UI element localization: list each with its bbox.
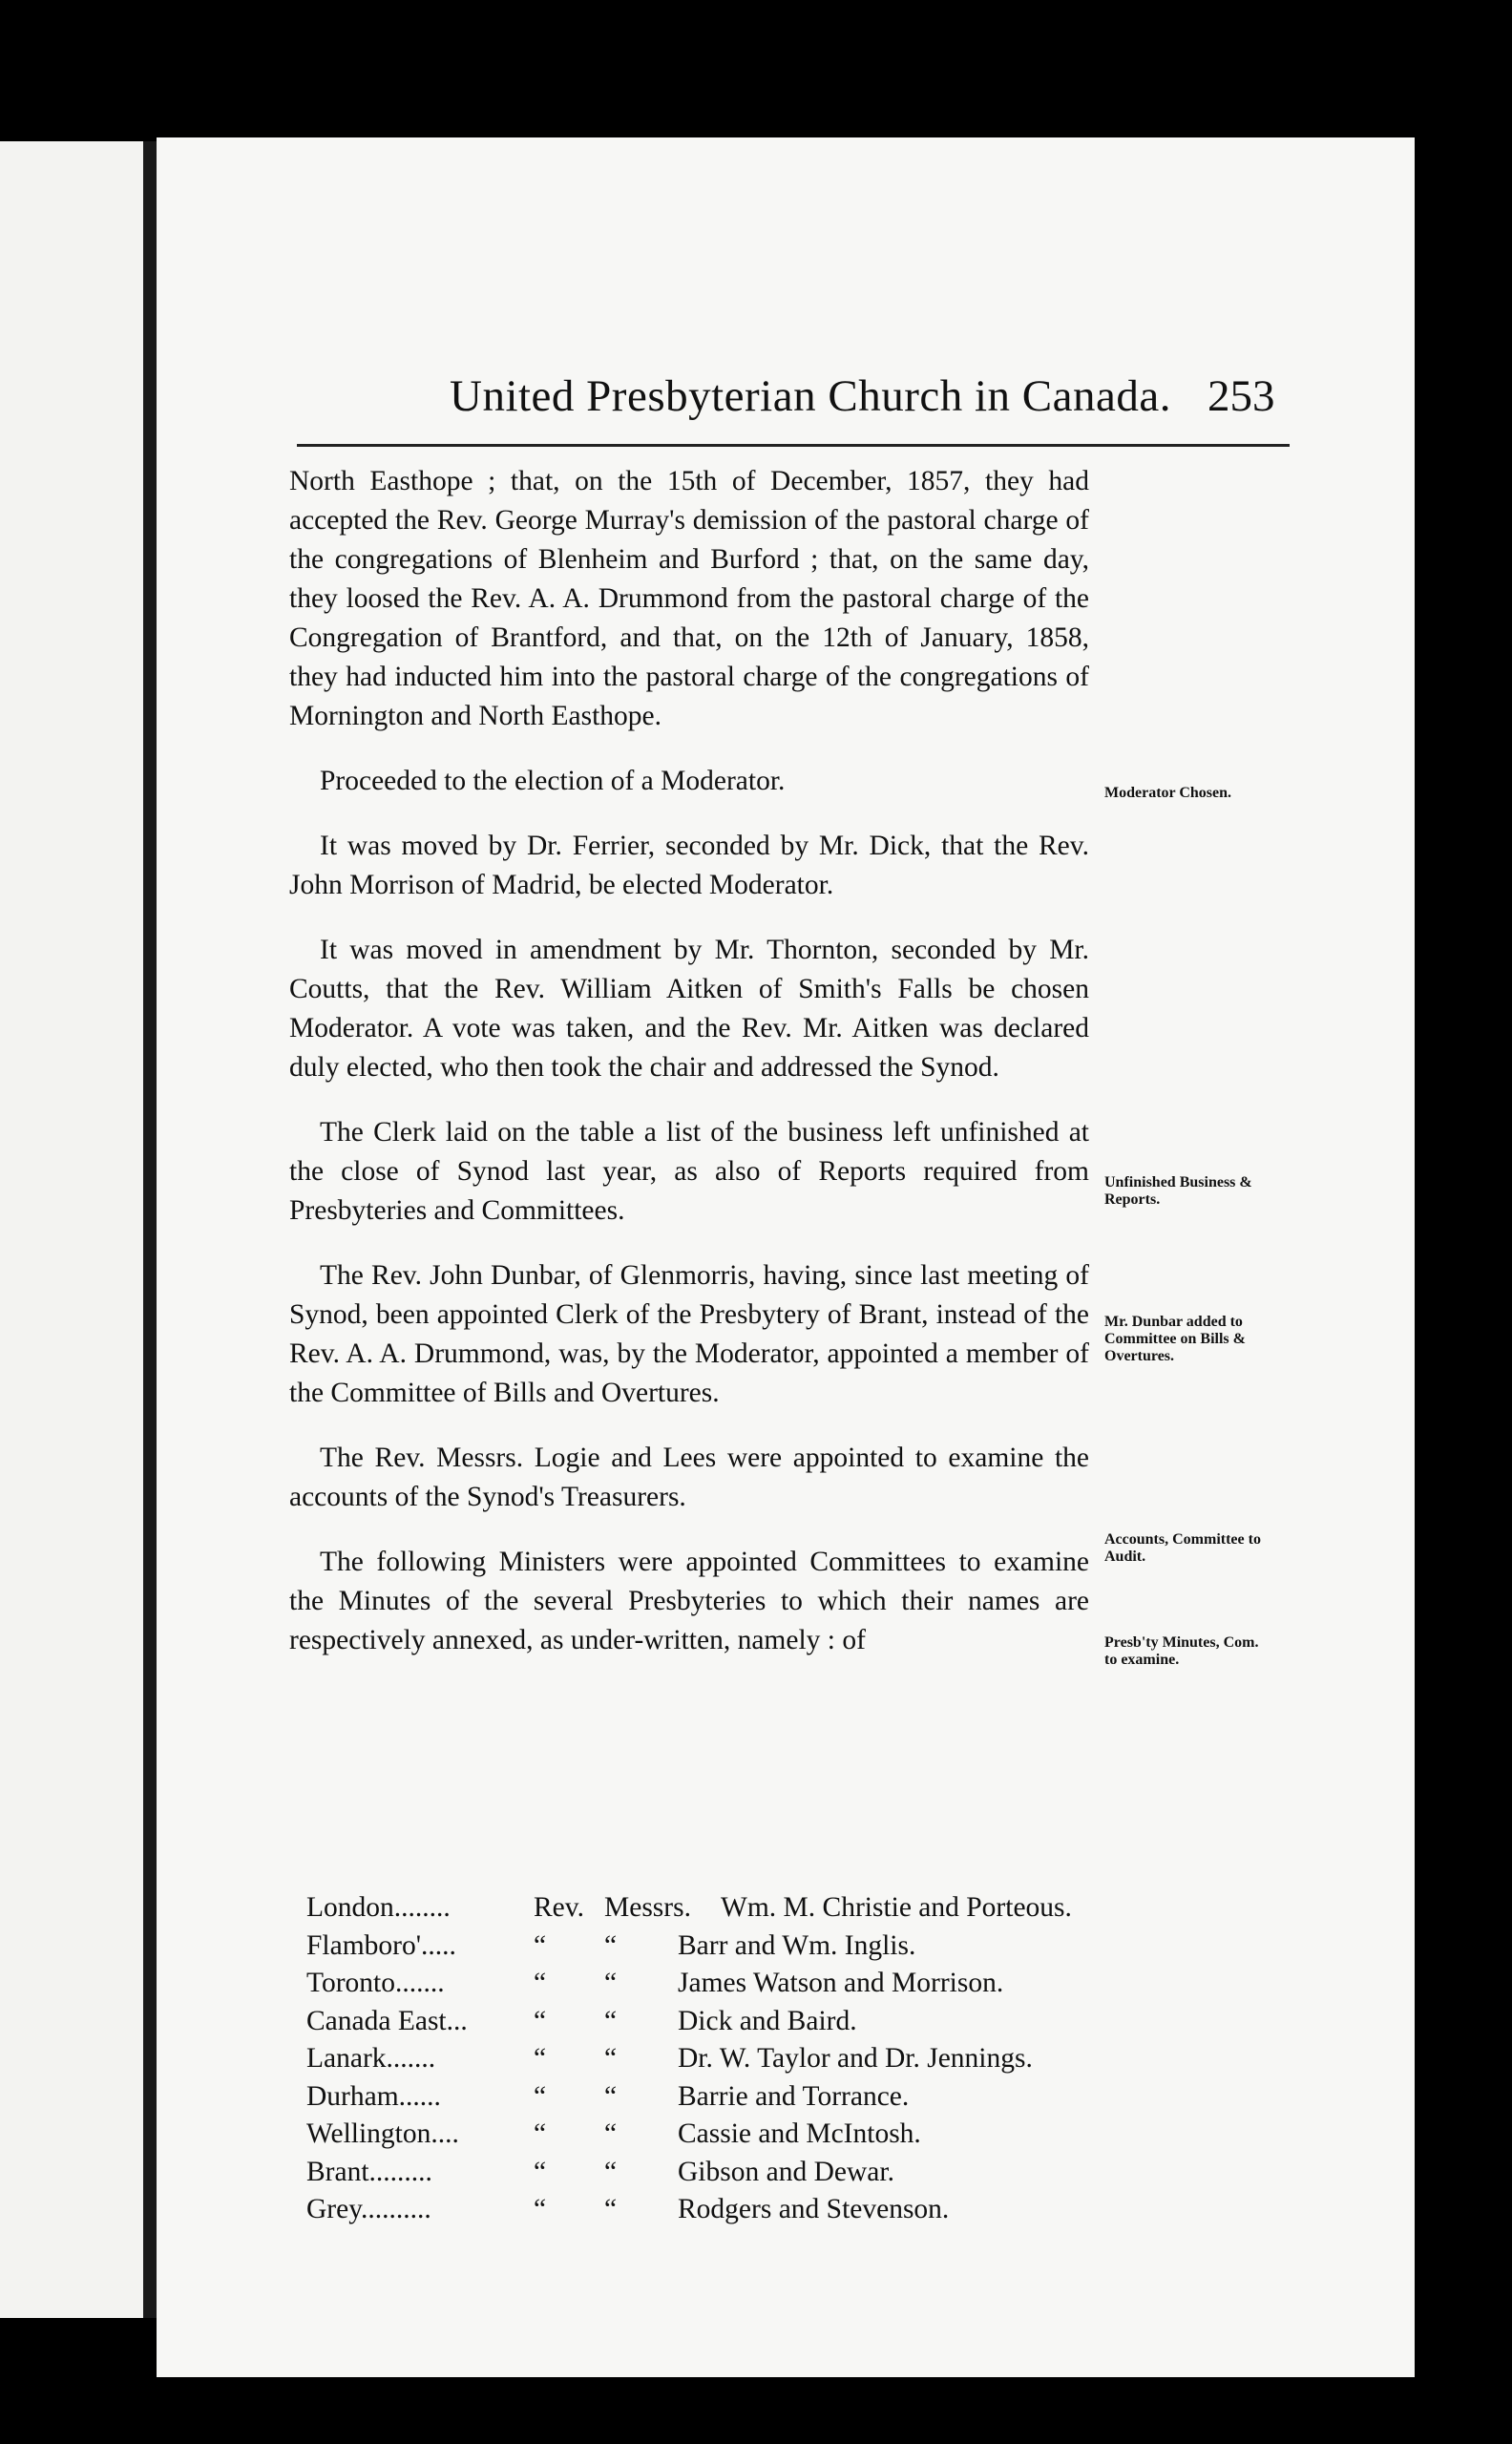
presbytery-name: Canada East... [306,2005,468,2036]
ditto-mark: “ [604,2194,618,2224]
margin-note: Moderator Chosen. [1104,785,1232,801]
margin-note: Presb'ty Minutes, Com. to examine. [1104,1634,1259,1668]
list-item [306,1892,1166,1930]
presbytery-name: Wellington.... [306,2118,459,2149]
ditto-mark: “ [604,1929,618,1961]
ditto-mark: “ [604,2005,618,2036]
paragraph: It was moved by Dr. Ferrier, seconded by Mr. Dick, that the Rev. John Morrison of Madrid, be elected Moderator. [289,831,1089,900]
paragraph: The Clerk laid on the table a list of the business left unfinished at the close of Synod last year, as also of Reports required from Presbyteries and Committees. [289,1117,1089,1226]
ditto-mark: “ [534,2118,547,2149]
list-item [306,2194,1166,2232]
presbytery-name: Grey.......... [306,2194,431,2224]
margin-note: Mr. Dunbar added to Committee on Bills & Overtures. [1104,1314,1246,1364]
list-item [306,2118,1166,2157]
presbytery-name: Flamboro'..... [306,1929,456,1961]
committee-list [306,1892,1166,2232]
ditto-mark: “ [534,1929,547,1961]
minister-names: James Watson and Morrison. [678,1968,1004,1998]
paragraph: North Easthope ; that, on the 15th of December, 1857, they had accepted the Rev. George Murray's demission of the pastoral charge of the congregations of Blenheim and Burford ; that, on the same day, they loosed the Rev. A. A. Drummond from the pastoral charge of the Congregation of Brantford, and that, on the 12th of January, 1858, they had inducted him into the pastoral charge of the congregations of Mornington and North Easthope. [289,466,1089,731]
ditto-mark: “ [534,2080,547,2112]
page-number: 253 [1208,371,1275,421]
ditto-mark: “ [604,2156,618,2187]
margin-note: Unfinished Business & Reports. [1104,1174,1252,1208]
presbytery-name: Brant......... [306,2156,432,2187]
minister-names: Dr. W. Taylor and Dr. Jennings. [678,2043,1033,2074]
ditto-mark: “ [534,1968,547,1998]
paragraph: It was moved in amendment by Mr. Thornton, seconded by Mr. Coutts, that the Rev. William Aitken of Smith's Falls be chosen Moderator. A vote was taken, and the Rev. Mr. Aitken was declared duly elected, who then took the chair and addressed the Synod. [289,935,1089,1083]
list-item [306,2006,1166,2044]
ditto-mark: “ [534,2156,547,2187]
ditto-mark: “ [534,2194,547,2224]
list-item [306,2043,1166,2081]
minister-names: Rodgers and Stevenson. [678,2194,950,2224]
list-item [306,2081,1166,2119]
list-item [306,2157,1166,2195]
facing-page-edge [0,141,155,2318]
presbytery-name: Durham...... [306,2080,441,2112]
list-item [306,1930,1166,1969]
page-title: United Presbyterian Church in Canada. [450,371,1171,421]
minister-names: Cassie and McIntosh. [678,2118,921,2149]
running-head [157,349,1415,426]
minister-names: Dick and Baird. [678,2005,857,2036]
book-gutter [143,141,157,2318]
presbytery-name: London........ [306,1892,451,1923]
minister-names: Wm. M. Christie and Porteous. [721,1892,1072,1923]
presbytery-name: Toronto....... [306,1968,445,1998]
title-column: Rev. [534,1892,584,1923]
list-item [306,1968,1166,2006]
ditto-mark: “ [604,2118,618,2149]
book-page [157,137,1415,2377]
header-rule [297,444,1290,447]
ditto-mark: “ [534,2043,547,2074]
ditto-mark: “ [604,2043,618,2074]
body-text [289,462,1089,1686]
paragraph: The Rev. John Dunbar, of Glenmorris, having, since last meeting of Synod, been appointed Clerk of the Presbytery of Brant, instead of the Rev. A. A. Drummond, was, by the Moderator, appointed a member of the Committee of Bills and Overtures. [289,1260,1089,1408]
paragraph: The following Ministers were appointed Committees to examine the Minutes of the several Presbyteries to which their names are respectively annexed, as under-written, namely : of [289,1547,1089,1655]
margin-note: Accounts, Committee to Audit. [1104,1531,1261,1565]
paragraph: Proceeded to the election of a Moderator. [320,766,786,796]
paragraph: The Rev. Messrs. Logie and Lees were appointed to examine the accounts of the Synod's Treasurers. [289,1443,1089,1512]
minister-names: Barrie and Torrance. [678,2080,910,2112]
minister-names: Gibson and Dewar. [678,2156,894,2187]
ditto-mark: “ [604,2080,618,2112]
ditto-mark: “ [604,1968,618,1998]
presbytery-name: Lanark....... [306,2043,436,2074]
minister-names: Barr and Wm. Inglis. [678,1929,916,1961]
ditto-mark: “ [534,2005,547,2036]
title-column: Messrs. [604,1892,691,1923]
